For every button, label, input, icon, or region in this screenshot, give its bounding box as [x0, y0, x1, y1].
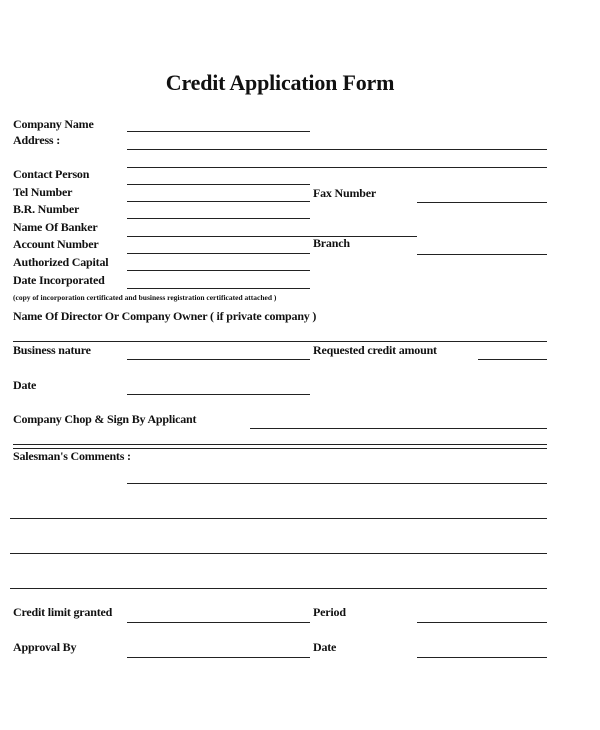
authorized-capital-line[interactable]: [127, 270, 310, 271]
branch-line[interactable]: [417, 254, 547, 255]
chop-sign-line[interactable]: [250, 428, 547, 429]
salesman-comments-label: Salesman's Comments :: [13, 449, 131, 463]
salesman-comments-line-2[interactable]: [10, 518, 547, 519]
approval-date-line[interactable]: [417, 657, 547, 658]
account-number-label: Account Number: [13, 237, 99, 251]
contact-person-label: Contact Person: [13, 167, 90, 181]
date-label: Date: [13, 378, 37, 392]
form-title: Credit Application Form: [165, 70, 395, 95]
salesman-comments-line-1[interactable]: [127, 483, 547, 484]
authorized-capital-label: Authorized Capital: [13, 255, 109, 269]
name-of-banker-label: Name Of Banker: [13, 220, 98, 234]
business-nature-line[interactable]: [127, 359, 310, 360]
fax-number-line[interactable]: [417, 202, 547, 203]
business-nature-label: Business nature: [13, 343, 91, 357]
requested-credit-label: Requested credit amount: [313, 343, 437, 357]
name-of-banker-line[interactable]: [127, 236, 417, 237]
credit-limit-line[interactable]: [127, 622, 310, 623]
address-line-1[interactable]: [127, 149, 547, 150]
period-label: Period: [313, 605, 346, 619]
address-label: Address :: [13, 133, 60, 147]
br-number-line[interactable]: [127, 218, 310, 219]
credit-limit-label: Credit limit granted: [13, 605, 113, 619]
approval-by-line[interactable]: [127, 657, 310, 658]
date-line[interactable]: [127, 394, 310, 395]
chop-sign-label: Company Chop & Sign By Applicant: [13, 412, 197, 426]
section-divider-bottom: [13, 448, 547, 449]
fax-number-label: Fax Number: [313, 186, 376, 200]
br-number-label: B.R. Number: [13, 202, 80, 216]
tel-number-line[interactable]: [127, 201, 310, 202]
address-line-2[interactable]: [127, 167, 547, 168]
company-name-label: Company Name: [13, 117, 94, 131]
requested-credit-line[interactable]: [478, 359, 547, 360]
company-name-line[interactable]: [127, 131, 310, 132]
date-incorporated-line[interactable]: [127, 288, 310, 289]
branch-label: Branch: [313, 236, 350, 250]
director-owner-label: Name Of Director Or Company Owner ( if private company ): [13, 309, 317, 323]
incorporation-note: (copy of incorporation certificated and business registration certificated attached ): [13, 293, 277, 302]
date-incorporated-label: Date Incorporated: [13, 273, 105, 287]
section-divider-top: [13, 444, 547, 445]
tel-number-label: Tel Number: [13, 185, 73, 199]
contact-person-line[interactable]: [127, 184, 310, 185]
account-number-line[interactable]: [127, 253, 310, 254]
period-line[interactable]: [417, 622, 547, 623]
salesman-comments-line-4[interactable]: [10, 588, 547, 589]
approval-date-label: Date: [313, 640, 337, 654]
approval-by-label: Approval By: [13, 640, 77, 654]
salesman-comments-line-3[interactable]: [10, 553, 547, 554]
director-owner-line[interactable]: [13, 341, 547, 342]
